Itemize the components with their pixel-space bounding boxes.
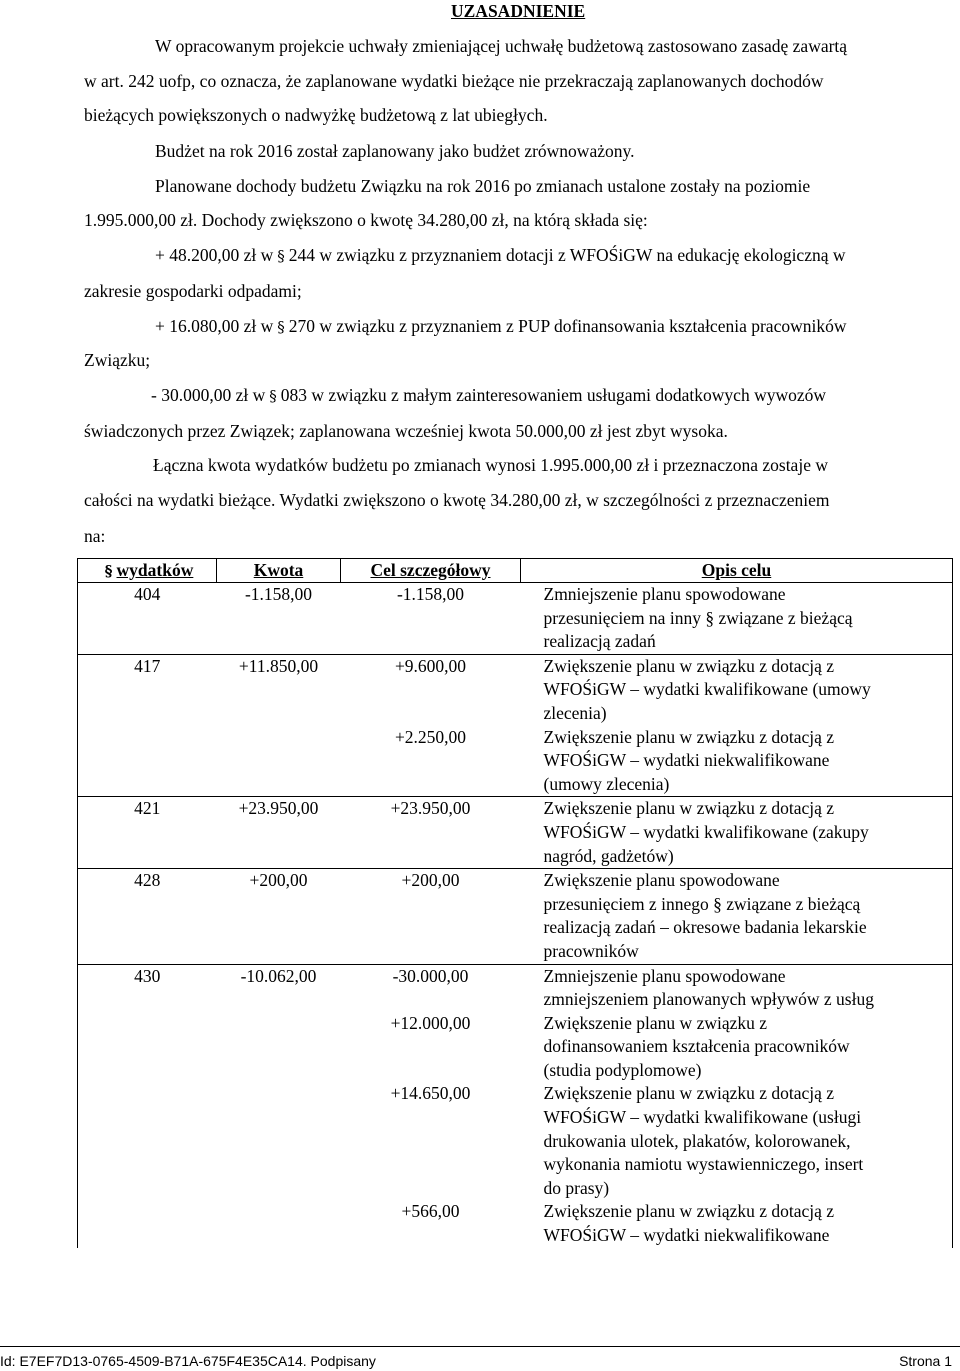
opis-line: przesunięciem z innego § związane z bieżącą [543,893,861,914]
table-row [78,797,953,869]
table-row [78,1200,953,1247]
cell-cel: -30.000,00 [341,964,521,1012]
opis-line: realizacją zadań – okresowe badania lekarskie [543,917,867,938]
opis-line: drukowania ulotek, plakatów, kolorowanek, [543,1130,851,1151]
opis-line: pracowników [543,940,639,961]
opis-line: WFOŚiGW – wydatki niekwalifikowane [543,1225,830,1246]
header-opis: Opis celu [521,559,953,583]
cell-cel: +2.250,00 [394,726,467,747]
paragraph-line: Budżet na rok 2016 został zaplanowany jako budżet zrównoważony. [155,141,635,161]
income-item-48200: + 48.200,00 zł w § 244 w związku z przyznaniem dotacji z WFOŚiGW na edukację ekologiczną w [155,245,846,265]
opis-line: WFOŚiGW – wydatki kwalifikowane (usługi [543,1107,862,1128]
cell-paragraf: 417 [78,654,217,725]
cell-paragraf [78,726,217,797]
table-row [78,654,953,725]
cell-paragraf: 428 [78,869,217,964]
page-number: Strona 1 [899,1353,952,1369]
document-id: Id: E7EF7D13-0765-4509-B71A-675F4E35CA14. Podpisany [0,1353,376,1369]
cell-paragraf: 421 [78,797,217,869]
cell-paragraf [78,1082,217,1200]
opis-line: Zmniejszenie planu spowodowane [543,965,786,986]
paragraph-symbol: § [277,318,285,336]
table-row [78,1082,953,1200]
paragraph-symbol: § [104,562,113,580]
cell-paragraf: 404 [78,583,217,655]
cell-opis [521,726,953,797]
cell-kwota: +23.950,00 [217,797,341,869]
opis-line: wykonania namiotu wystawienniczego, insert [543,1154,864,1175]
opis-line: nagród, gadżetów) [543,845,674,866]
table-row [78,1012,953,1083]
cell-kwota [217,1200,341,1247]
cell-cel: +200,00 [341,869,521,964]
paragraph-line: bieżących powiększonych o nadwyżkę budżetową z lat ubiegłych. [84,105,548,125]
paragraph-symbol: § [269,387,277,405]
cell-cel: +9.600,00 [341,654,521,725]
opis-line: dofinansowaniem kształcenia pracowników [543,1036,850,1057]
cell-kwota [217,1082,341,1200]
cell-paragraf [78,1012,217,1083]
paragraph-line: W opracowanym projekcie uchwały zmieniającej uchwałę budżetową zastosowano zasadę zawartą [155,36,848,56]
cell-kwota [217,1012,341,1083]
cell-opis [521,583,953,655]
cell-cel: +566,00 [401,1201,460,1222]
opis-line: Zmniejszenie planu spowodowane [543,584,786,604]
income-item-16080: + 16.080,00 zł w § 270 w związku z przyznaniem z PUP dofinansowania kształcenia pracowników [155,316,847,336]
paragraph-line: w art. 242 uofp, co oznacza, że zaplanowane wydatki bieżące nie przekraczają zaplanowanych dochodów [84,71,824,91]
page-title: UZASADNIENIE [451,1,586,21]
paragraph-line: całości na wydatki bieżące. Wydatki zwiększono o kwotę 34.280,00 zł, w szczególności z przeznaczeniem [84,490,830,510]
opis-line: Zwiększenie planu w związku z dotacją z [543,726,835,747]
cell-opis [521,797,953,869]
header-kwota: Kwota [217,559,341,583]
cell-kwota: +11.850,00 [217,654,341,725]
opis-line: WFOŚiGW – wydatki kwalifikowane (zakupy [543,821,869,842]
paragraph-line: na: [84,526,106,546]
cell-opis [521,1082,953,1200]
opis-line: realizacją zadań [543,631,656,652]
cell-opis [521,1012,953,1083]
paragraph-symbol: § [277,247,285,265]
opis-line: Zwiększenie planu w związku z dotacją z [543,1083,835,1104]
table-row [78,583,953,655]
table-row [78,964,953,1012]
cell-kwota [217,726,341,797]
cell-kwota: -1.158,00 [217,583,341,655]
paragraph-line: Łączna kwota wydatków budżetu po zmianach wynosi 1.995.000,00 zł i przeznaczona zostaje w [153,455,828,475]
opis-line: (umowy zlecenia) [543,773,670,794]
opis-line: zlecenia) [543,702,607,723]
cell-cel: +12.000,00 [390,1012,471,1033]
cell-cel: +23.950,00 [341,797,521,869]
cell-opis [521,654,953,725]
opis-line: przesunięciem na inny § związane z bieżącą [543,607,853,628]
table-row [78,869,953,964]
paragraph-line: świadczonych przez Związek; zaplanowana wcześniej kwota 50.000,00 zł jest zbyt wysoka. [84,421,728,441]
cell-opis [521,964,953,1012]
opis-line: Zwiększenie planu w związku z dotacją z [543,655,835,676]
paragraph-line: Planowane dochody budżetu Związku na rok 2016 po zmianach ustalone zostały na poziomie [155,176,811,196]
table-row [78,726,953,797]
opis-line: Zwiększenie planu w związku z [543,1012,768,1033]
cell-paragraf [78,1200,217,1247]
paragraph-line: 1.995.000,00 zł. Dochody zwiększono o kwotę 34.280,00 zł, na którą składa się: [84,210,648,230]
cell-paragraf: 430 [78,964,217,1012]
cell-kwota: +200,00 [217,869,341,964]
cell-opis [521,869,953,964]
opis-line: WFOŚiGW – wydatki niekwalifikowane [543,750,830,771]
opis-line: Zwiększenie planu w związku z dotacją z [543,798,835,819]
footer-divider [0,1346,960,1347]
cell-kwota: -10.062,00 [217,964,341,1012]
opis-line: (studia podyplomowe) [543,1059,702,1080]
cell-cel: +14.650,00 [390,1083,471,1104]
header-paragraf: § wydatków [78,559,217,583]
cell-opis [521,1200,953,1247]
opis-line: WFOŚiGW – wydatki kwalifikowane (umowy [543,679,871,700]
header-cel: Cel szczegółowy [341,559,521,583]
opis-line: zmniejszeniem planowanych wpływów z usług [543,989,874,1010]
opis-line: do prasy) [543,1177,610,1198]
cell-cel: -1.158,00 [341,583,521,655]
paragraph-line: zakresie gospodarki odpadami; [84,281,302,301]
opis-line: Zwiększenie planu spowodowane [543,870,780,891]
budget-table [77,558,953,1248]
table-header-row [78,559,953,583]
income-item-30000: - 30.000,00 zł w § 083 w związku z małym zainteresowaniem usługami dodatkowych wywozów [151,385,827,405]
opis-line: Zwiększenie planu w związku z dotacją z [543,1201,835,1222]
paragraph-line: Związku; [84,350,151,370]
